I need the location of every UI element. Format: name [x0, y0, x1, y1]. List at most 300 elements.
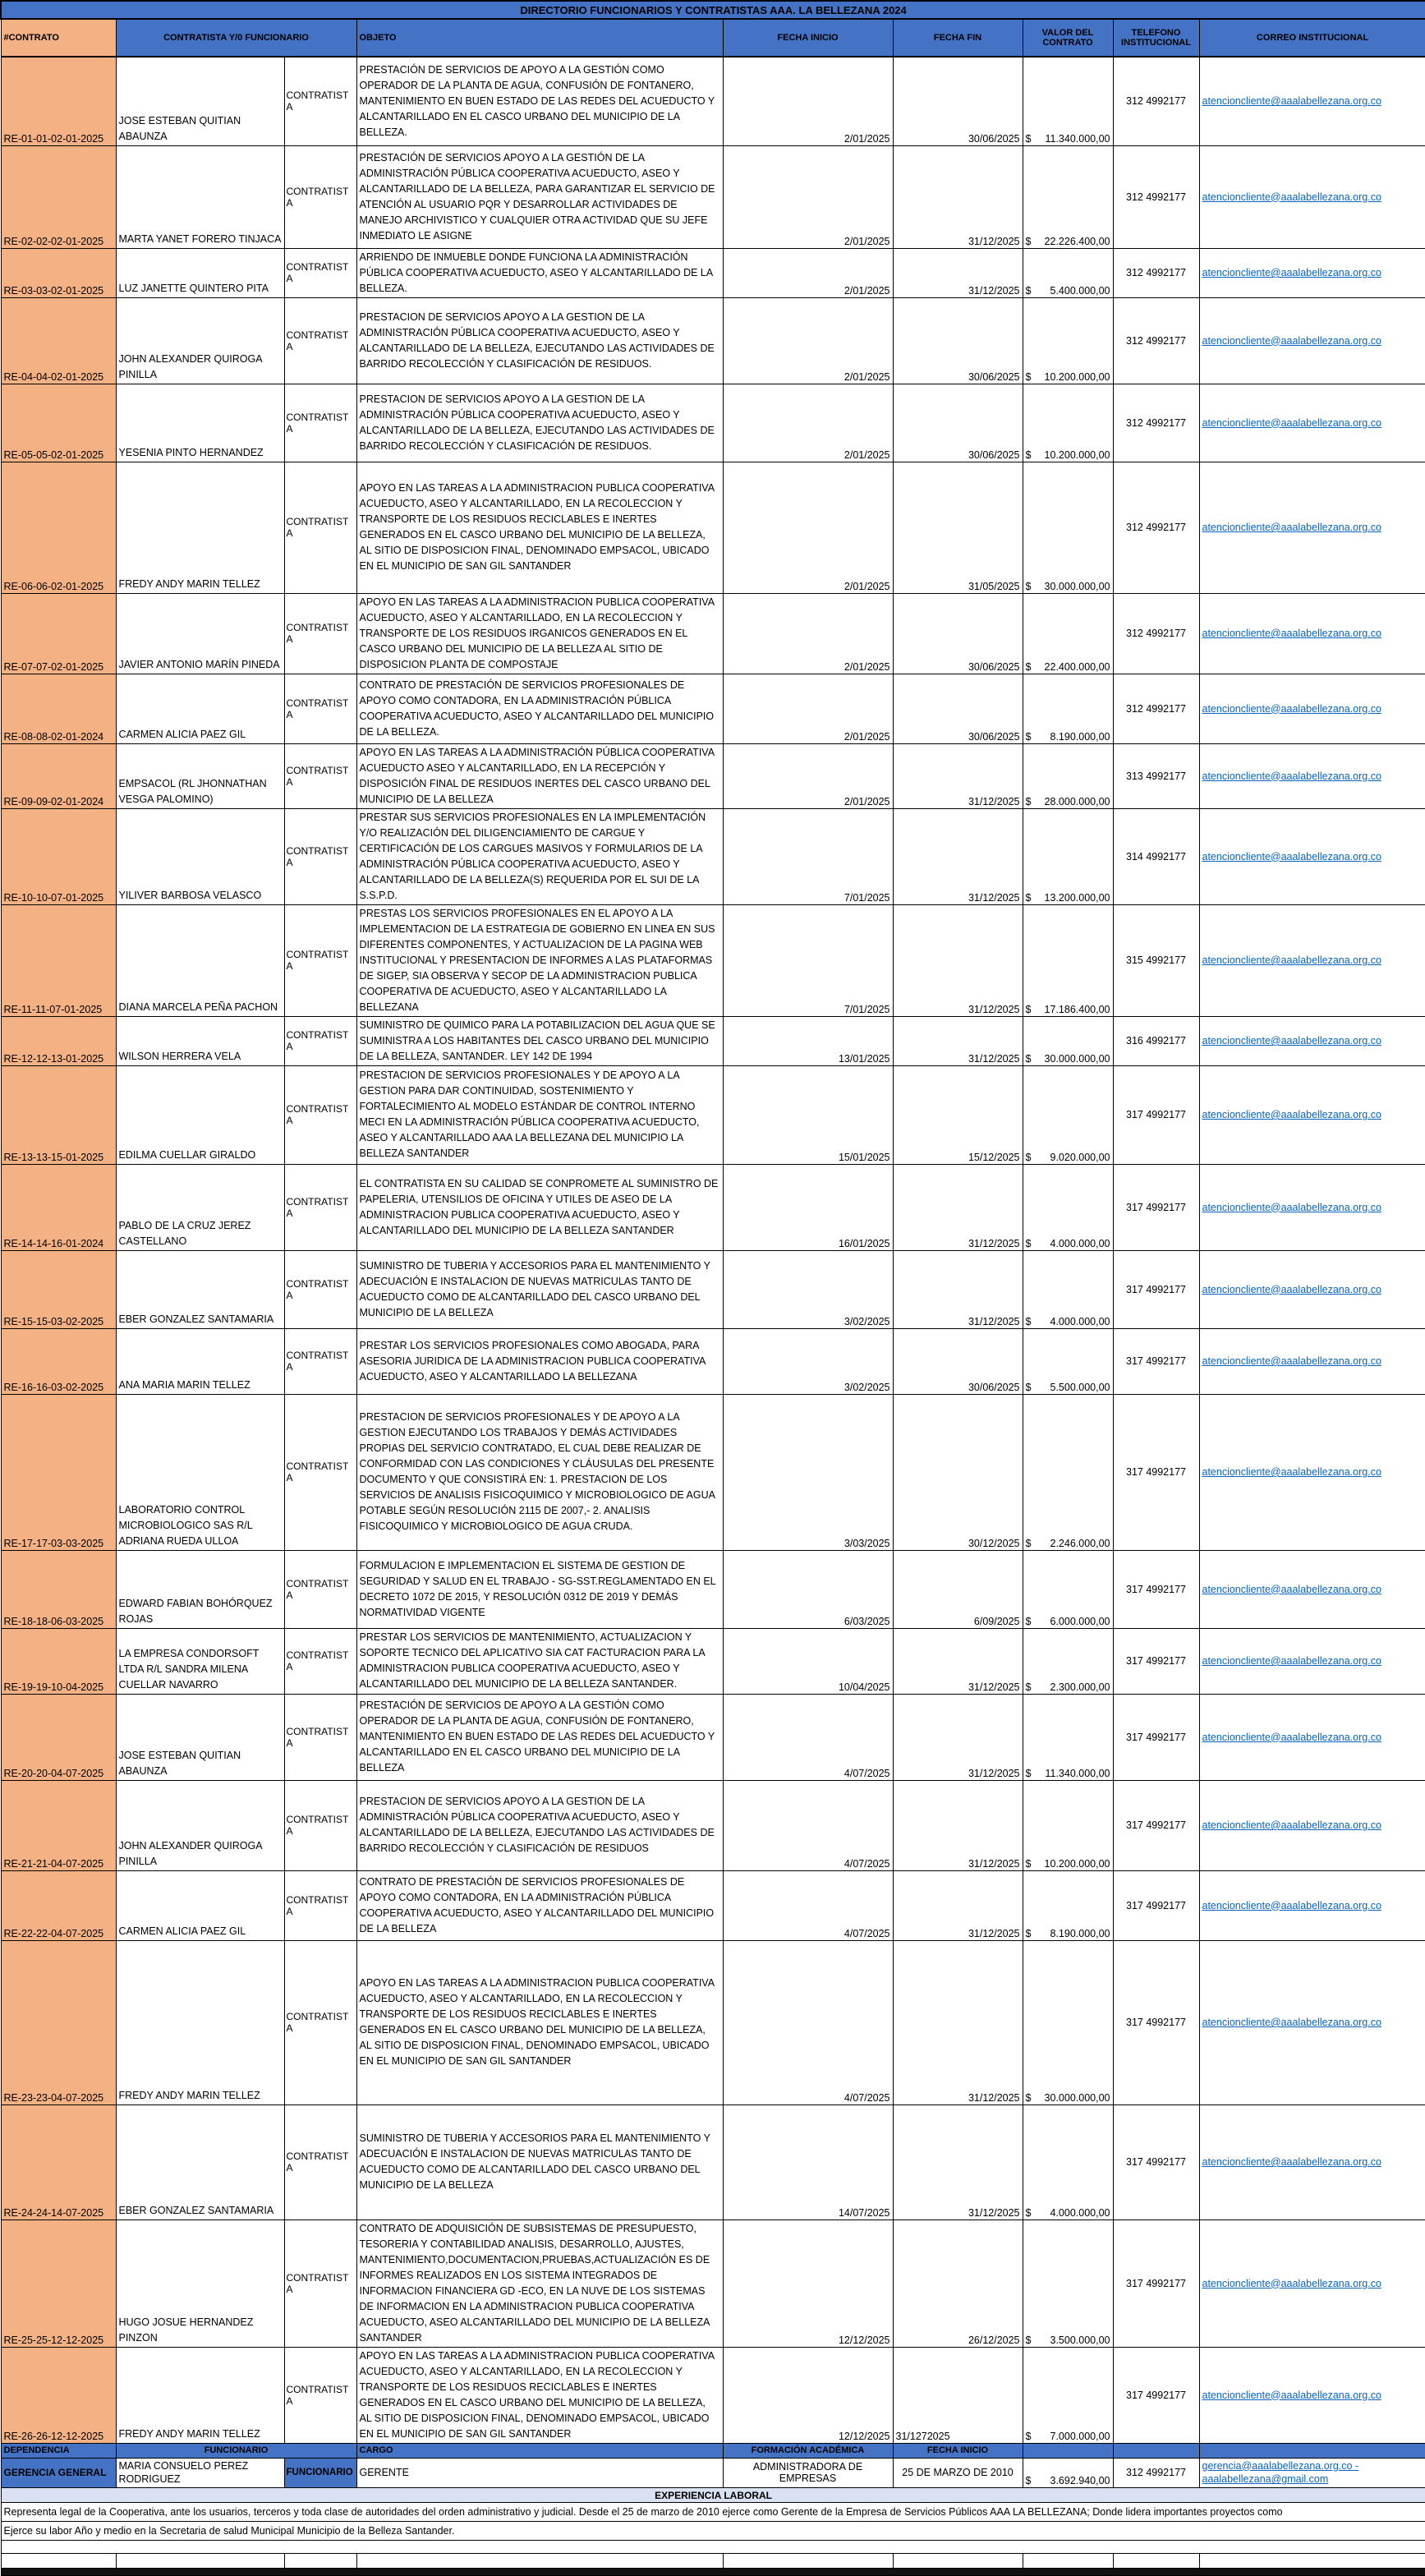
- valor-amount: 10.200.000,00: [1044, 370, 1110, 383]
- fecha-fin-cell: 31/12/2025: [893, 2104, 1023, 2220]
- valor-cell: [1023, 1328, 1113, 1394]
- experiencia-line-row: [1, 2503, 1425, 2522]
- objeto-cell: SUMINISTRO DE TUBERIA Y ACCESORIOS PARA EL MANTENIMIENTO Y ADECUACIÓN E INSTALACION DE NUEVAS MATRICULAS TANTO DE ACUEDUCTO COMO DE ALCANTARILLADO DEL CASCO URBANO DEL MUNICIPIO DE LA BELLEZA: [356, 2104, 723, 2220]
- col-header-contratista: CONTRATISTA Y/0 FUNCIONARIO: [116, 19, 356, 57]
- telefono-cell: 317 4992177: [1113, 1164, 1199, 1250]
- currency-symbol: $: [1025, 1615, 1032, 1627]
- contractor-type-cell: CONTRATISTA: [284, 384, 356, 462]
- email-link[interactable]: atencioncliente@aaalabellezana.org.co: [1202, 2156, 1381, 2168]
- contractor-type-cell: CONTRATISTA: [284, 1550, 356, 1628]
- fecha-fin-cell: 31/12/2025: [893, 1016, 1023, 1065]
- contract-id-cell: RE-02-02-02-01-2025: [1, 145, 116, 248]
- contractor-type-cell: CONTRATISTA: [284, 743, 356, 808]
- column-header-row: [1, 19, 1425, 57]
- currency-symbol: $: [1025, 660, 1032, 673]
- contract-id-cell: RE-18-18-06-03-2025: [1, 1550, 116, 1628]
- contractor-type-cell: CONTRATISTA: [284, 462, 356, 593]
- email-link[interactable]: atencioncliente@aaalabellezana.org.co: [1202, 1035, 1381, 1046]
- col-header-contrato: #CONTRATO: [1, 19, 116, 57]
- email-link[interactable]: atencioncliente@aaalabellezana.org.co: [1202, 1899, 1381, 1911]
- col-header-objeto: OBJETO: [356, 19, 723, 57]
- telefono-cell: 317 4992177: [1113, 1394, 1199, 1550]
- valor-amount: 30.000.000,00: [1044, 1052, 1110, 1065]
- correo-cell: [1199, 248, 1425, 297]
- valor-cell: [1023, 674, 1113, 743]
- correo-cell: [1199, 1694, 1425, 1780]
- fecha-inicio-cell: 2/01/2025: [723, 248, 893, 297]
- contractor-name-cell: FREDY ANDY MARIN TELLEZ: [116, 2347, 284, 2443]
- telefono-cell: 317 4992177: [1113, 2220, 1199, 2347]
- contractor-type-cell: CONTRATISTA: [284, 1065, 356, 1164]
- email-link[interactable]: atencioncliente@aaalabellezana.org.co: [1202, 267, 1381, 278]
- email-link[interactable]: atencioncliente@aaalabellezana.org.co: [1202, 850, 1381, 862]
- currency-symbol: $: [1025, 1315, 1032, 1327]
- manager-email-link-1[interactable]: gerencia@aaalabellezana.org.co -: [1202, 2459, 1359, 2472]
- empty-grid-row: [1, 2554, 1425, 2569]
- manager-correo: [1199, 2458, 1425, 2488]
- valor-cell: [1023, 1394, 1113, 1550]
- fecha-fin-cell: 31/12/2025: [893, 1250, 1023, 1328]
- correo-cell: [1199, 1780, 1425, 1870]
- footer-header-row: [1, 2443, 1425, 2458]
- experiencia-header-row: [1, 2488, 1425, 2503]
- contractor-name-cell: JOSE ESTEBAN QUITIAN ABAUNZA: [116, 1694, 284, 1780]
- table-row: [1, 297, 1425, 384]
- table-row: [1, 1328, 1425, 1394]
- table-row: [1, 1550, 1425, 1628]
- contract-id-cell: RE-04-04-02-01-2025: [1, 297, 116, 384]
- valor-cell: [1023, 808, 1113, 904]
- contractor-name-cell: FREDY ANDY MARIN TELLEZ: [116, 1940, 284, 2104]
- valor-amount: 5.400.000,00: [1050, 284, 1110, 297]
- currency-symbol: $: [1025, 284, 1032, 297]
- currency-symbol: $: [1025, 2091, 1032, 2104]
- valor-amount: 4.000.000,00: [1050, 1237, 1110, 1249]
- col-header-fecha-fin: FECHA FIN: [893, 19, 1023, 57]
- table-row: [1, 1628, 1425, 1694]
- manager-valor: [1023, 2458, 1113, 2488]
- contract-id-cell: RE-19-19-10-04-2025: [1, 1628, 116, 1694]
- contractor-type-cell: CONTRATISTA: [284, 1780, 356, 1870]
- table-row: [1, 2104, 1425, 2220]
- experiencia-line-row: [1, 2522, 1425, 2541]
- contract-id-cell: RE-05-05-02-01-2025: [1, 384, 116, 462]
- valor-cell: [1023, 57, 1113, 145]
- fecha-fin-cell: 30/06/2025: [893, 384, 1023, 462]
- contract-rows: [1, 57, 1425, 2443]
- contractor-type-cell: CONTRATISTA: [284, 904, 356, 1016]
- table-row: [1, 1394, 1425, 1550]
- experiencia-line-1: Representa legal de la Cooperativa, ante los usuarios, terceros y toda clase de autoridades del orden administrativo y judicial. Desde el 25 de marzo de 2010 ejerce como Gerente de la Empresa de Servicios Públicos AAA LA BELLEZANA; Donde lidera importantes proyectos como: [1, 2503, 1425, 2522]
- correo-cell: [1199, 1940, 1425, 2104]
- currency-symbol: $: [1025, 2475, 1032, 2487]
- valor-cell: [1023, 2220, 1113, 2347]
- footer-header-cargo: CARGO: [356, 2443, 723, 2458]
- fecha-inicio-cell: 4/07/2025: [723, 1780, 893, 1870]
- objeto-cell: PRESTACION DE SERVICIOS PROFESIONALES Y DE APOYO A LA GESTION EJECUTANDO LOS TRABAJOS Y DEMÁS ACTIVIDADES PROPIAS DEL SERVICIO CONTRATADO, EL CUAL DEBE REALIZAR DE CONFORMIDAD CON LAS CONDICIONES Y CLÁUSULAS DEL PRESENTE DOCUMENTO Y QUE CONSISTIRÁ EN: 1. PRESTACION DE LOS SERVICIOS DE ANALISIS FISICOQUIMICO Y MICROBIOLOGICO DE AGUA POTABLE SEGÚN RESOLUCIÓN 2115 DE 2007,- 2. ANALISIS FISICOQUIMICO Y MICROBIOLOGICO DE AGUA CRUDA.: [356, 1394, 723, 1550]
- email-link[interactable]: atencioncliente@aaalabellezana.org.co: [1202, 1583, 1381, 1595]
- telefono-cell: 317 4992177: [1113, 1870, 1199, 1940]
- correo-cell: [1199, 593, 1425, 674]
- email-link[interactable]: atencioncliente@aaalabellezana.org.co: [1202, 191, 1381, 203]
- fecha-inicio-cell: 6/03/2025: [723, 1550, 893, 1628]
- table-row: [1, 808, 1425, 904]
- email-link[interactable]: atencioncliente@aaalabellezana.org.co: [1202, 2389, 1381, 2401]
- telefono-cell: 317 4992177: [1113, 2104, 1199, 2220]
- email-link[interactable]: atencioncliente@aaalabellezana.org.co: [1202, 2277, 1381, 2289]
- telefono-cell: 317 4992177: [1113, 1780, 1199, 1870]
- contractor-name-cell: EDWARD FABIAN BOHÓRQUEZ ROJAS: [116, 1550, 284, 1628]
- contractor-name-cell: LUZ JANETTE QUINTERO PITA: [116, 248, 284, 297]
- correo-cell: [1199, 1250, 1425, 1328]
- valor-cell: [1023, 297, 1113, 384]
- email-link[interactable]: atencioncliente@aaalabellezana.org.co: [1202, 770, 1381, 782]
- manager-tipo: FUNCIONARIO: [284, 2458, 356, 2488]
- contract-id-cell: RE-20-20-04-07-2025: [1, 1694, 116, 1780]
- contractor-type-cell: CONTRATISTA: [284, 674, 356, 743]
- correo-cell: [1199, 674, 1425, 743]
- valor-amount: 22.226.400,00: [1044, 235, 1110, 247]
- email-link[interactable]: atencioncliente@aaalabellezana.org.co: [1202, 1731, 1381, 1743]
- email-link[interactable]: atencioncliente@aaalabellezana.org.co: [1202, 1655, 1381, 1667]
- telefono-cell: 312 4992177: [1113, 297, 1199, 384]
- telefono-cell: 317 4992177: [1113, 1550, 1199, 1628]
- telefono-cell: 312 4992177: [1113, 248, 1199, 297]
- valor-amount: 3.500.000,00: [1050, 2334, 1110, 2346]
- manager-email-link-2[interactable]: aaalabellezana@gmail.com: [1202, 2473, 1329, 2486]
- correo-cell: [1199, 2104, 1425, 2220]
- telefono-cell: 312 4992177: [1113, 462, 1199, 593]
- title-row: [1, 1, 1425, 19]
- email-link[interactable]: atencioncliente@aaalabellezana.org.co: [1202, 1466, 1381, 1478]
- contractor-type-cell: CONTRATISTA: [284, 593, 356, 674]
- manager-valor-amount: 3.692.940,00: [1050, 2475, 1110, 2487]
- correo-cell: [1199, 1328, 1425, 1394]
- table-row: [1, 384, 1425, 462]
- contract-id-cell: RE-14-14-16-01-2024: [1, 1164, 116, 1250]
- correo-cell: [1199, 2220, 1425, 2347]
- currency-symbol: $: [1025, 1052, 1032, 1065]
- contractor-name-cell: ANA MARIA MARIN TELLEZ: [116, 1328, 284, 1394]
- contract-id-cell: RE-17-17-03-03-2025: [1, 1394, 116, 1550]
- email-link[interactable]: atencioncliente@aaalabellezana.org.co: [1202, 1283, 1381, 1295]
- currency-symbol: $: [1025, 1927, 1032, 1939]
- correo-cell: [1199, 57, 1425, 145]
- footer-header-empty-3: [1199, 2443, 1425, 2458]
- currency-symbol: $: [1025, 1857, 1032, 1870]
- spacer-row: [1, 2541, 1425, 2554]
- table-row: [1, 1870, 1425, 1940]
- contract-id-cell: RE-09-09-02-01-2024: [1, 743, 116, 808]
- telefono-cell: 316 4992177: [1113, 1016, 1199, 1065]
- contractor-name-cell: YILIVER BARBOSA VELASCO: [116, 808, 284, 904]
- table-row: [1, 1694, 1425, 1780]
- table-row: [1, 145, 1425, 248]
- valor-cell: [1023, 1694, 1113, 1780]
- contractor-type-cell: CONTRATISTA: [284, 2347, 356, 2443]
- telefono-cell: 317 4992177: [1113, 1328, 1199, 1394]
- valor-cell: [1023, 384, 1113, 462]
- col-header-correo: CORREO INSTITUCIONAL: [1199, 19, 1425, 57]
- telefono-cell: 317 4992177: [1113, 2347, 1199, 2443]
- fecha-inicio-cell: 2/01/2025: [723, 384, 893, 462]
- table-row: [1, 1780, 1425, 1870]
- contractor-name-cell: JOSE ESTEBAN QUITIAN ABAUNZA: [116, 57, 284, 145]
- valor-cell: [1023, 248, 1113, 297]
- experiencia-label: EXPERIENCIA LABORAL: [1, 2488, 1425, 2503]
- email-link[interactable]: atencioncliente@aaalabellezana.org.co: [1202, 522, 1381, 533]
- contract-id-cell: RE-08-08-02-01-2024: [1, 674, 116, 743]
- valor-amount: 2.300.000,00: [1050, 1681, 1110, 1693]
- valor-amount: 17.186.400,00: [1044, 1003, 1110, 1015]
- contract-id-cell: RE-01-01-02-01-2025: [1, 57, 116, 145]
- valor-cell: [1023, 1628, 1113, 1694]
- telefono-cell: 312 4992177: [1113, 145, 1199, 248]
- valor-cell: [1023, 743, 1113, 808]
- contractor-name-cell: YESENIA PINTO HERNANDEZ: [116, 384, 284, 462]
- currency-symbol: $: [1025, 1681, 1032, 1693]
- col-header-valor: VALOR DEL CONTRATO: [1023, 19, 1113, 57]
- objeto-cell: PRESTACIÓN DE SERVICIOS APOYO A LA GESTIÓN DE LA ADMINISTRACIÓN PÚBLICA COOPERATIVA ACUEDUCTO, ASEO Y ALCANTARILLADO DE LA BELLEZA, PARA GARANTIZAR EL SERVICIO DE ATENCIÓN AL USUARIO PQR Y DESARROLLAR ACTIVIDADES DE MANEJO ARCHIVISTICO Y CUALQUIER OTRA ACTIVIDAD QUE SU JEFE INMEDIATO LE ASIGNE: [356, 145, 723, 248]
- correo-cell: [1199, 1065, 1425, 1164]
- bottom-bar: [1, 2569, 1425, 2576]
- email-link[interactable]: atencioncliente@aaalabellezana.org.co: [1202, 416, 1381, 429]
- fecha-inicio-cell: 16/01/2025: [723, 1164, 893, 1250]
- email-link[interactable]: atencioncliente@aaalabellezana.org.co: [1202, 1201, 1381, 1213]
- table-row: [1, 1016, 1425, 1065]
- table-row: [1, 674, 1425, 743]
- correo-cell: [1199, 297, 1425, 384]
- manager-cargo: GERENTE: [356, 2458, 723, 2488]
- contract-id-cell: RE-21-21-04-07-2025: [1, 1780, 116, 1870]
- contract-id-cell: RE-26-26-12-12-2025: [1, 2347, 116, 2443]
- table-row: [1, 1250, 1425, 1328]
- objeto-cell: PRESTACION DE SERVICIOS PROFESIONALES Y DE APOYO A LA GESTION PARA DAR CONTINUIDAD, SOSTENIMIENTO Y FORTALECIMIENTO AL MODELO ESTÁNDAR DE CONTROL INTERNO MECI EN LA ADMINISTRACIÓN PÚBLICA COOPERATIVA ACUEDUCTO, ASEO Y ALCANTARILLADO AAA LA BELLEZANA DEL MUNICIPIO LA BELLEZA SANTANDER: [356, 1065, 723, 1164]
- telefono-cell: 312 4992177: [1113, 593, 1199, 674]
- objeto-cell: PRESTACIÓN DE SERVICIOS DE APOYO A LA GESTIÓN COMO OPERADOR DE LA PLANTA DE AGUA, CONFUSIÓN DE FONTANERO, MANTENIMIENTO EN BUEN ESTADO DE LAS REDES DEL ACUEDUCTO Y ALCANTARILLADO EN EL CASCO URBANO DEL MUNICIPIO DE LA BELLEZA: [356, 1694, 723, 1780]
- objeto-cell: FORMULACION E IMPLEMENTACION EL SISTEMA DE GESTION DE SEGURIDAD Y SALUD EN EL TRABAJO - SG-SST.REGLAMENTADO EN EL DECRETO 1072 DE 2015, Y RESOLUCIÓN 0312 DE 2019 Y DEMÁS NORMATIVIDAD VIGENTE: [356, 1550, 723, 1628]
- currency-symbol: $: [1025, 1237, 1032, 1249]
- email-link[interactable]: atencioncliente@aaalabellezana.org.co: [1202, 702, 1381, 715]
- correo-cell: [1199, 1550, 1425, 1628]
- valor-amount: 4.000.000,00: [1050, 1315, 1110, 1327]
- valor-amount: 10.200.000,00: [1044, 448, 1110, 461]
- objeto-cell: APOYO EN LAS TAREAS A LA ADMINISTRACION PUBLICA COOPERATIVA ACUEDUCTO, ASEO Y ALCANTARILLADO, EN LA RECOLECCION Y TRANSPORTE DE LOS RESIDUOS RECICLABLES E INERTES GENERADOS EN EL CASCO URBANO DEL MUNICIPIO DE LA BELLEZA, AL SITIO DE DISPOSICION FINAL, DENOMINADO EMPSACOL, UBICADO EN EL MUNICIPIO DE SAN GIL SANTANDER: [356, 462, 723, 593]
- fecha-fin-cell: 31/12/2025: [893, 743, 1023, 808]
- valor-cell: [1023, 1940, 1113, 2104]
- contractor-name-cell: EDILMA CUELLAR GIRALDO: [116, 1065, 284, 1164]
- valor-amount: 30.000.000,00: [1044, 2091, 1110, 2104]
- table-row: [1, 904, 1425, 1016]
- spacer-cell: [1, 2541, 1425, 2554]
- fecha-fin-cell: 26/12/2025: [893, 2220, 1023, 2347]
- table-row: [1, 593, 1425, 674]
- fecha-inicio-cell: 14/07/2025: [723, 2104, 893, 2220]
- contract-id-cell: RE-25-25-12-12-2025: [1, 2220, 116, 2347]
- contractor-name-cell: PABLO DE LA CRUZ JEREZ CASTELLANO: [116, 1164, 284, 1250]
- col-header-telefono: TELEFONO INSTITUCIONAL: [1113, 19, 1199, 57]
- contract-id-cell: RE-03-03-02-01-2025: [1, 248, 116, 297]
- experiencia-line-2: Ejerce su labor Año y medio en la Secretaria de salud Municipal Municipio de la Belleza Santander.: [1, 2522, 1425, 2541]
- col-header-fecha-inicio: FECHA INICIO: [723, 19, 893, 57]
- manager-fecha-inicio: 25 DE MARZO DE 2010: [893, 2458, 1023, 2488]
- fecha-fin-cell: 6/09/2025: [893, 1550, 1023, 1628]
- contract-id-cell: RE-10-10-07-01-2025: [1, 808, 116, 904]
- email-link[interactable]: atencioncliente@aaalabellezana.org.co: [1202, 1819, 1381, 1831]
- valor-cell: [1023, 1780, 1113, 1870]
- email-link[interactable]: atencioncliente@aaalabellezana.org.co: [1202, 1355, 1381, 1367]
- correo-cell: [1199, 1164, 1425, 1250]
- contractor-type-cell: CONTRATISTA: [284, 1016, 356, 1065]
- contractor-name-cell: JOHN ALEXANDER QUIROGA PINILLA: [116, 297, 284, 384]
- correo-cell: [1199, 1394, 1425, 1550]
- telefono-cell: 317 4992177: [1113, 1628, 1199, 1694]
- contractor-type-cell: CONTRATISTA: [284, 1940, 356, 2104]
- footer-section: [1, 2443, 1425, 2576]
- fecha-fin-cell: 31/12/2025: [893, 1628, 1023, 1694]
- contractor-type-cell: CONTRATISTA: [284, 1250, 356, 1328]
- objeto-cell: APOYO EN LAS TAREAS A LA ADMINISTRACION PUBLICA COOPERATIVA ACUEDUCTO, ASEO Y ALCANTARILLADO, EN LA RECOLECCION Y TRANSPORTE DE LOS RESIDUOS RECICLABLES E INERTES GENERADOS EN EL CASCO URBANO DEL MUNICIPIO DE LA BELLEZA, AL SITIO DE DISPOSICION FINAL, DENOMINADO EMPSACOL, UBICADO EN EL MUNICIPIO DE SAN GIL SANTANDER: [356, 2347, 723, 2443]
- fecha-inicio-cell: 2/01/2025: [723, 743, 893, 808]
- valor-amount: 22.400.000,00: [1044, 660, 1110, 673]
- objeto-cell: APOYO EN LAS TAREAS A LA ADMINISTRACION PUBLICA COOPERATIVA ACUEDUCTO, ASEO Y ALCANTARILLADO, EN LA RECOLECCION Y TRANSPORTE DE LOS RESIDUOS RECICLABLES E INERTES GENERADOS EN EL CASCO URBANO DEL MUNICIPIO DE LA BELLEZA, AL SITIO DE DISPOSICION FINAL, DENOMINADO EMPSACOL, UBICADO EN EL MUNICIPIO DE SAN GIL SANTANDER: [356, 1940, 723, 2104]
- fecha-inicio-cell: 12/12/2025: [723, 2220, 893, 2347]
- fecha-fin-cell: 31/12/2025: [893, 248, 1023, 297]
- contractor-name-cell: EMPSACOL (RL JHONNATHAN VESGA PALOMINO): [116, 743, 284, 808]
- contract-id-cell: RE-16-16-03-02-2025: [1, 1328, 116, 1394]
- contractor-type-cell: CONTRATISTA: [284, 145, 356, 248]
- footer-header-funcionario: FUNCIONARIO: [116, 2443, 356, 2458]
- fecha-fin-cell: 31/1272025: [893, 2347, 1023, 2443]
- objeto-cell: ARRIENDO DE INMUEBLE DONDE FUNCIONA LA ADMINISTRACIÓN PÚBLICA COOPERATIVA ACUEDUCTO, ASEO Y ALCANTARILLADO DE LA BELLEZA.: [356, 248, 723, 297]
- valor-amount: 5.500.000,00: [1050, 1381, 1110, 1393]
- telefono-cell: 313 4992177: [1113, 743, 1199, 808]
- email-link[interactable]: atencioncliente@aaalabellezana.org.co: [1202, 2017, 1381, 2028]
- valor-cell: [1023, 1250, 1113, 1328]
- valor-cell: [1023, 904, 1113, 1016]
- contract-id-cell: RE-13-13-15-01-2025: [1, 1065, 116, 1164]
- objeto-cell: SUMINISTRO DE TUBERIA Y ACCESORIOS PARA EL MANTENIMIENTO Y ADECUACIÓN E INSTALACION DE NUEVAS MATRICULAS TANTO DE ACUEDUCTO COMO DE ALCANTARILLADO DEL CASCO URBANO DEL MUNICIPIO DE LA BELLEZA: [356, 1250, 723, 1328]
- correo-cell: [1199, 904, 1425, 1016]
- currency-symbol: $: [1025, 2206, 1032, 2219]
- objeto-cell: PRESTAR LOS SERVICIOS PROFESIONALES COMO ABOGADA, PARA ASESORIA JURIDICA DE LA ADMINISTRACION PUBLICA COOPERATIVA ACUEDUCTO, ASEO Y ALCANTARILLADO LA BELLEZANA: [356, 1328, 723, 1394]
- valor-amount: 4.000.000,00: [1050, 2206, 1110, 2219]
- email-link[interactable]: atencioncliente@aaalabellezana.org.co: [1202, 1109, 1381, 1120]
- fecha-inicio-cell: 12/12/2025: [723, 2347, 893, 2443]
- valor-amount: 30.000.000,00: [1044, 580, 1110, 592]
- fecha-fin-cell: 30/06/2025: [893, 674, 1023, 743]
- footer-header-empty-2: [1113, 2443, 1199, 2458]
- correo-cell: [1199, 808, 1425, 904]
- manager-formacion: ADMINISTRADORA DE EMPRESAS: [723, 2458, 893, 2488]
- telefono-cell: 314 4992177: [1113, 808, 1199, 904]
- fecha-fin-cell: 31/12/2025: [893, 1164, 1023, 1250]
- valor-amount: 8.190.000,00: [1050, 1927, 1110, 1939]
- currency-symbol: $: [1025, 1767, 1032, 1779]
- manager-name: MARIA CONSUELO PEREZ RODRIGUEZ: [116, 2458, 284, 2488]
- email-link[interactable]: atencioncliente@aaalabellezana.org.co: [1202, 334, 1381, 347]
- contractor-name-cell: EBER GONZALEZ SANTAMARIA: [116, 2104, 284, 2220]
- fecha-fin-cell: 31/12/2025: [893, 904, 1023, 1016]
- fecha-fin-cell: 30/06/2025: [893, 1328, 1023, 1394]
- contractor-type-cell: CONTRATISTA: [284, 297, 356, 384]
- objeto-cell: PRESTAR LOS SERVICIOS DE MANTENIMIENTO, ACTUALIZACION Y SOPORTE TECNICO DEL APLICATIVO SIA CAT FACTURACION PARA LA ADMINISTRACION PUBLICA COOPERATIVA ACUEDUCTO, ASEO Y ALCANTARILLADO DEL MUNICIPIO DE LA BELLEZA SANTANDER.: [356, 1628, 723, 1694]
- contractor-type-cell: CONTRATISTA: [284, 248, 356, 297]
- fecha-inicio-cell: 3/03/2025: [723, 1394, 893, 1550]
- telefono-cell: 312 4992177: [1113, 384, 1199, 462]
- contractor-type-cell: CONTRATISTA: [284, 2220, 356, 2347]
- contract-id-cell: RE-12-12-13-01-2025: [1, 1016, 116, 1065]
- footer-header-fecha-inicio: FECHA INICIO: [893, 2443, 1023, 2458]
- email-link[interactable]: atencioncliente@aaalabellezana.org.co: [1202, 628, 1381, 639]
- correo-cell: [1199, 743, 1425, 808]
- currency-symbol: $: [1025, 1537, 1032, 1549]
- valor-amount: 11.340.000,00: [1045, 1767, 1110, 1779]
- currency-symbol: $: [1025, 580, 1032, 592]
- currency-symbol: $: [1025, 370, 1032, 383]
- currency-symbol: $: [1025, 1151, 1032, 1163]
- valor-amount: 6.000.000,00: [1050, 1615, 1110, 1627]
- correo-cell: [1199, 2347, 1425, 2443]
- fecha-inicio-cell: 3/02/2025: [723, 1328, 893, 1394]
- fecha-inicio-cell: 4/07/2025: [723, 1940, 893, 2104]
- valor-cell: [1023, 2104, 1113, 2220]
- valor-amount: 10.200.000,00: [1044, 1857, 1110, 1870]
- correo-cell: [1199, 1628, 1425, 1694]
- correo-cell: [1199, 462, 1425, 593]
- objeto-cell: CONTRATO DE PRESTACIÓN DE SERVICIOS PROFESIONALES DE APOYO COMO CONTADORA, EN LA ADMINISTRACIÓN PÚBLICA COOPERATIVA ACUEDUCTO, ASEO Y ALCANTARILLADO DEL MUNICIPIO DE LA BELLEZA: [356, 1870, 723, 1940]
- objeto-cell: PRESTAS LOS SERVICIOS PROFESIONALES EN EL APOYO A LA IMPLEMENTACION DE LA ESTRATEGIA DE GOBIERNO EN LINEA EN SUS DIFERENTES COMPONENTES, Y ACTUALIZACION DE LA PAGINA WEB INSTITUCIONAL Y PRESENTACION DE INFORMES A LAS PLATAFORMAS DE SIGEP, SIA OBSERVA Y SECOP DE LA ADMINISTRACION PUBLICA COOPERATIVA DE ACUEDUCTO, ASEO Y ALCANTARILLADO LA BELLEZANA: [356, 904, 723, 1016]
- contractor-name-cell: MARTA YANET FORERO TINJACA: [116, 145, 284, 248]
- fecha-inicio-cell: 7/01/2025: [723, 904, 893, 1016]
- correo-cell: [1199, 1870, 1425, 1940]
- currency-symbol: $: [1025, 1381, 1032, 1393]
- fecha-inicio-cell: 15/01/2025: [723, 1065, 893, 1164]
- objeto-cell: PRESTACION DE SERVICIOS APOYO A LA GESTION DE LA ADMINISTRACIÓN PÚBLICA COOPERATIVA ACUEDUCTO, ASEO Y ALCANTARILLADO DE LA BELLEZA, EJECUTANDO LAS ACTIVIDADES DE BARRIDO RECOLECCIÓN Y CLASIFICACIÓN DE RESIDUOS.: [356, 297, 723, 384]
- table-row: [1, 1065, 1425, 1164]
- contract-id-cell: RE-15-15-03-02-2025: [1, 1250, 116, 1328]
- valor-cell: [1023, 1065, 1113, 1164]
- table-row: [1, 248, 1425, 297]
- objeto-cell: PRESTACION DE SERVICIOS APOYO A LA GESTION DE LA ADMINISTRACIÓN PÚBLICA COOPERATIVA ACUEDUCTO, ASEO Y ALCANTARILLADO DE LA BELLEZA, EJECUTANDO LAS ACTIVIDADES DE BARRIDO RECOLECCIÓN Y CLASIFICACIÓN DE RESIDUOS.: [356, 384, 723, 462]
- contract-id-cell: RE-06-06-02-01-2025: [1, 462, 116, 593]
- contractor-name-cell: WILSON HERRERA VELA: [116, 1016, 284, 1065]
- valor-cell: [1023, 1870, 1113, 1940]
- contractor-type-cell: CONTRATISTA: [284, 1628, 356, 1694]
- contractor-type-cell: CONTRATISTA: [284, 1328, 356, 1394]
- valor-cell: [1023, 1164, 1113, 1250]
- telefono-cell: 317 4992177: [1113, 1940, 1199, 2104]
- valor-amount: 13.200.000,00: [1044, 891, 1110, 904]
- email-link[interactable]: atencioncliente@aaalabellezana.org.co: [1202, 95, 1381, 108]
- contract-id-cell: RE-07-07-02-01-2025: [1, 593, 116, 674]
- objeto-cell: SUMINISTRO DE QUIMICO PARA LA POTABILIZACION DEL AGUA QUE SE SUMINISTRA A LOS HABITANTES DEL CASCO URBANO DEL MUNICIPIO DE LA BELLEZA, SANTANDER. LEY 142 DE 1994: [356, 1016, 723, 1065]
- currency-symbol: $: [1025, 730, 1032, 743]
- valor-cell: [1023, 2347, 1113, 2443]
- telefono-cell: 317 4992177: [1113, 1694, 1199, 1780]
- currency-symbol: $: [1025, 1003, 1032, 1015]
- contractor-name-cell: HUGO JOSUE HERNANDEZ PINZON: [116, 2220, 284, 2347]
- email-link[interactable]: atencioncliente@aaalabellezana.org.co: [1202, 954, 1381, 966]
- valor-cell: [1023, 1550, 1113, 1628]
- contractor-name-cell: CARMEN ALICIA PAEZ GIL: [116, 1870, 284, 1940]
- fecha-inicio-cell: 2/01/2025: [723, 674, 893, 743]
- objeto-cell: PRESTACIÓN DE SERVICIOS DE APOYO A LA GESTIÓN COMO OPERADOR DE LA PLANTA DE AGUA, CONFUSIÓN DE FONTANERO, MANTENIMIENTO EN BUEN ESTADO DE LAS REDES DEL ACUEDUCTO Y ALCANTARILLADO EN EL CASCO URBANO DEL MUNICIPIO DE LA BELLEZA.: [356, 57, 723, 145]
- valor-cell: [1023, 145, 1113, 248]
- contract-id-cell: RE-24-24-14-07-2025: [1, 2104, 116, 2220]
- footer-header-formacion: FORMACIÓN ACADÉMICA: [723, 2443, 893, 2458]
- contract-id-cell: RE-23-23-04-07-2025: [1, 1940, 116, 2104]
